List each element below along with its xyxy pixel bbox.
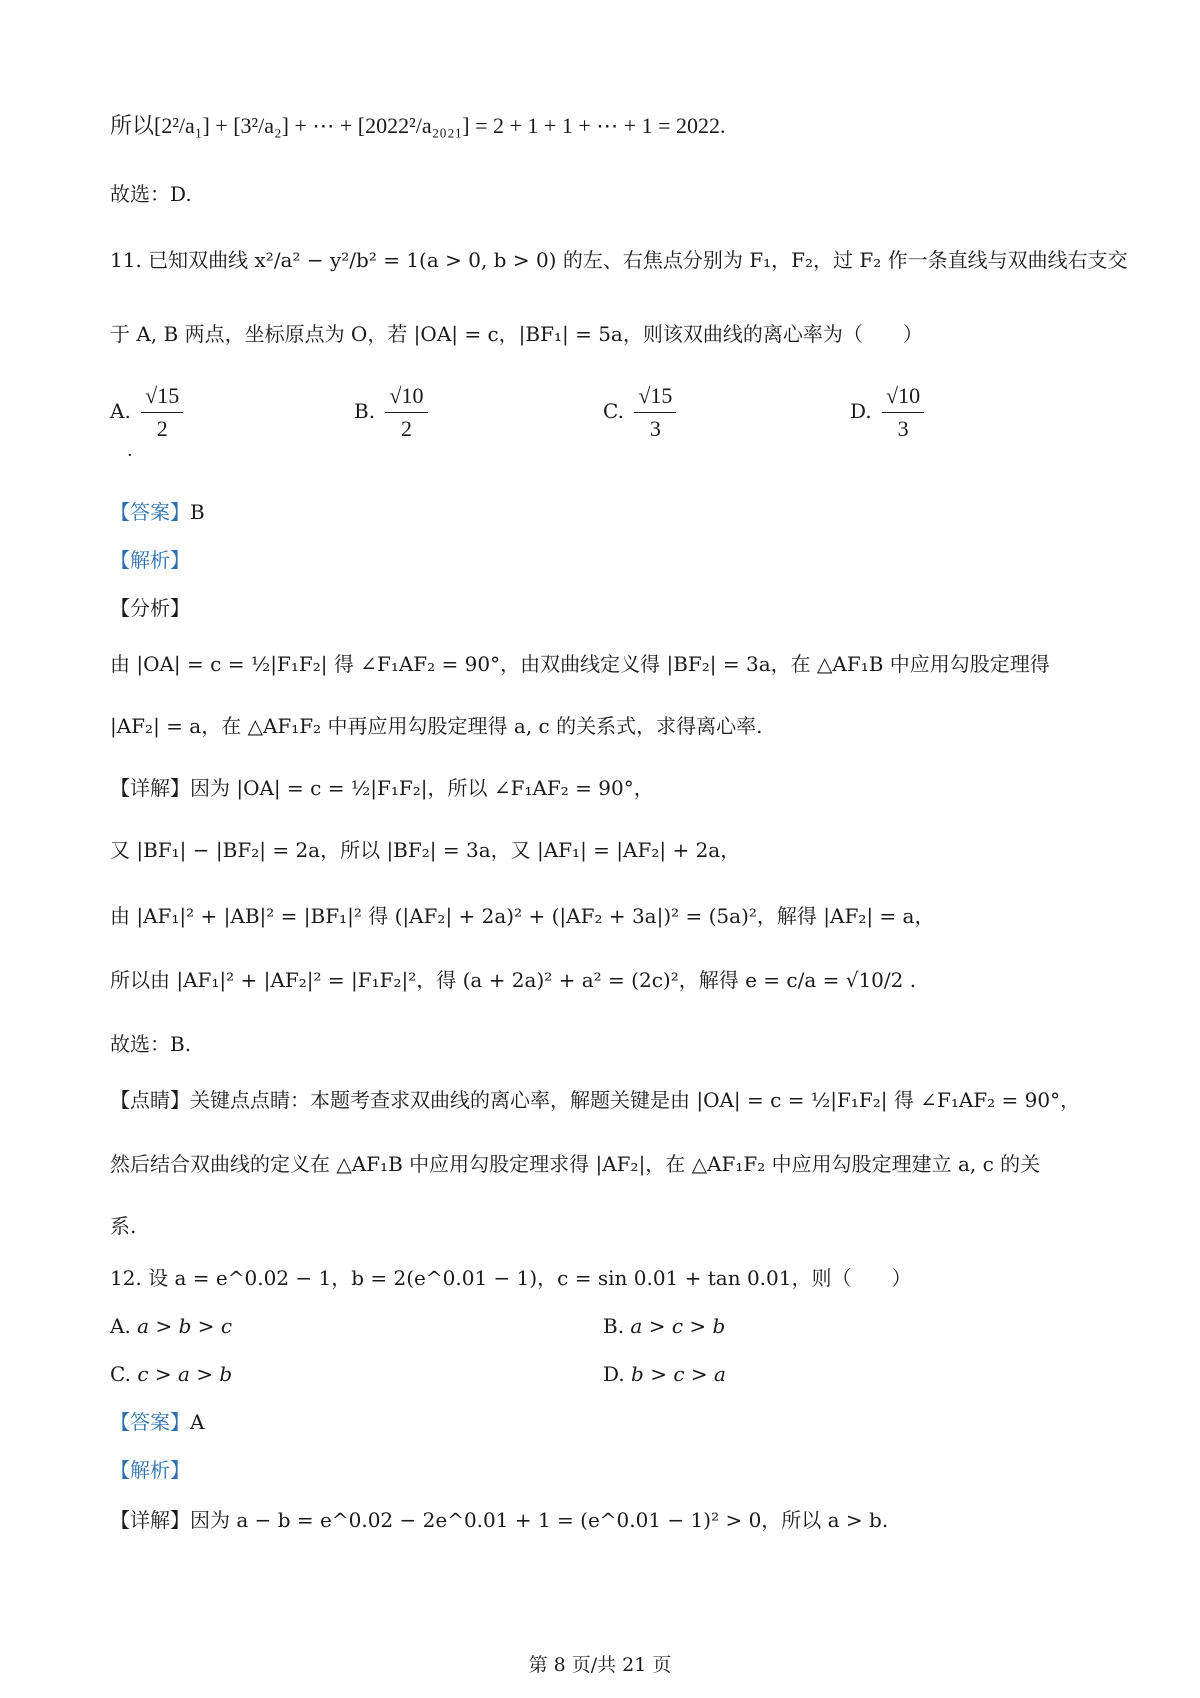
option-denominator: 3 [897,416,909,441]
page-footer: 第 8 页/共 21 页 [528,1654,672,1676]
detail-line4: 所以由 |AF₁|² + |AF₂|² = |F₁F₂|²，得 (a + 2a)² + a² = (2c)²，解得 e = c/a = √10/2 . [110,968,917,992]
option-label: D. [850,399,872,423]
q11-option-a [110,382,187,443]
option-label: C. [603,399,624,423]
dianjing-tag: 【点睛】 [110,1088,190,1112]
q12-answer-line [110,1408,204,1436]
dianjing-line3: 系. [110,1214,137,1238]
option-label: A. [110,399,131,423]
fenxi-line2: |AF₂| = a，在 △AF₁F₂ 中再应用勾股定理得 a, c 的关系式，求得离心率. [110,714,763,738]
detail-line2: 又 |BF₁| − |BF₂| = 2a，所以 |BF₂| = 3a，又 |AF₁| = |AF₂| + 2a， [110,838,741,862]
q11-stem-line2: 于 A, B 两点，坐标原点为 O，若 |OA| = c，|BF₁| = 5a，则该双曲线的离心率为（ ） [110,322,923,346]
detail-tag: 【详解】 [110,776,190,800]
analysis-tag: 【解析】 [110,1458,190,1482]
stray-dot: · [127,445,133,466]
q11-answer-line [110,498,205,526]
analysis-tag: 【解析】 [110,548,190,572]
option-denominator: 2 [156,416,168,441]
option-numerator: √10 [385,382,427,413]
option-denominator: 3 [649,416,661,441]
dianjing-line2: 然后结合双曲线的定义在 △AF₁B 中应用勾股定理求得 |AF₂|，在 △AF₁F₂ 中应用勾股定理建立 a, c 的关 [110,1152,1041,1176]
detail-line3: 由 |AF₁|² + |AB|² = |BF₁|² 得 (|AF₂| + 2a)² + (|AF₂ + 3a|)² = (5a)²，解得 |AF₂| = a， [110,904,935,928]
fenxi-line1: 由 |OA| = c = ½|F₁F₂| 得 ∠F₁AF₂ = 90°，由双曲线定义得 |BF₂| = 3a，在 △AF₁B 中应用勾股定理得 [110,652,1050,676]
q11-option-d [850,382,928,443]
q12-option-c: C. c > a > b [110,1362,233,1386]
q12-option-d: D. b > c > a [603,1362,726,1386]
option-numerator: √15 [634,382,676,413]
dianjing-line1: 【点睛】关键点点睛：本题考查求双曲线的离心率，解题关键是由 |OA| = c = ½|F₁F₂| 得 ∠F₁AF₂ = 90°， [110,1088,1081,1112]
detail-line1: 【详解】因为 |OA| = c = ½|F₁F₂|，所以 ∠F₁AF₂ = 90°， [110,776,654,800]
option-label: B. [354,399,376,423]
detail-tag: 【详解】 [110,1508,190,1532]
q11-stem-line1: 11. 已知双曲线 x²/a² − y²/b² = 1(a > 0, b > 0) 的左、右焦点分别为 F₁，F₂，过 F₂ 作一条直线与双曲线右支交 [110,248,1128,272]
fenxi-tag: 【分析】 [110,596,190,620]
q11-option-b [354,382,432,443]
choose-d-line: 故选：D. [110,182,192,206]
q12-option-a: A. a > b > c [110,1314,233,1338]
answer-tag: 【答案】 [110,500,190,524]
answer-tag: 【答案】 [110,1410,190,1434]
choose-b-line: 故选：B. [110,1032,192,1056]
q11-answer: B [190,500,205,524]
q12-option-b: B. a > c > b [603,1314,726,1338]
option-numerator: √10 [882,382,924,413]
q11-option-c [603,382,680,443]
option-numerator: √15 [141,382,183,413]
q12-answer: A [190,1410,205,1434]
q12-stem: 12. 设 a = e^0.02 − 1，b = 2(e^0.01 − 1)，c = sin 0.01 + tan 0.01，则（ ） [110,1266,912,1290]
sum-conclusion-line: 所以[2²/a₁] + [3²/a₂] + ⋯ + [2022²/a₂₀₂₁] = 2 + 1 + 1 + ⋯ + 1 = 2022. [110,113,726,138]
option-denominator: 2 [400,416,412,441]
q12-detail-line: 【详解】因为 a − b = e^0.02 − 2e^0.01 + 1 = (e^0.01 − 1)² > 0，所以 a > b. [110,1508,889,1532]
